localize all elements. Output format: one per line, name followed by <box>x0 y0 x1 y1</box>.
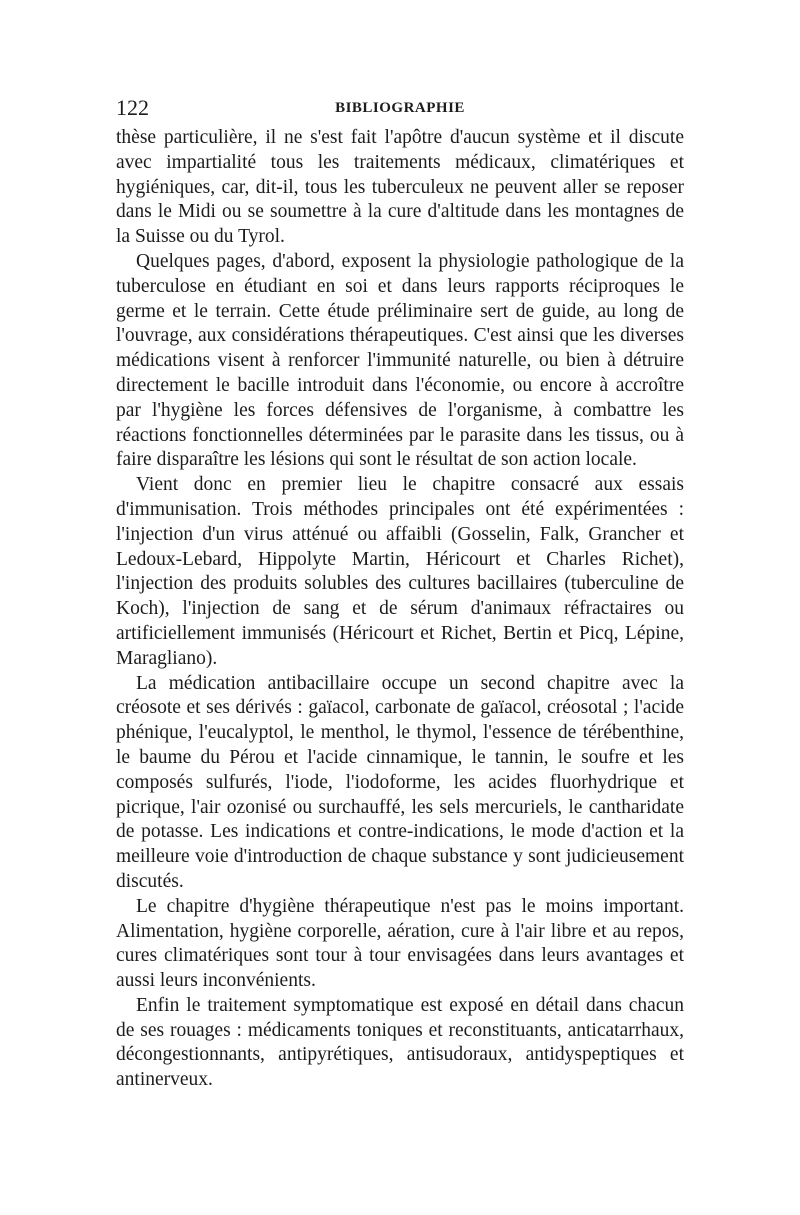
paragraph: Quelques pages, d'abord, exposent la physiologie pathologique de la tuberculose en étudiant en soi et dans leurs rapports réciproques le germe et le terrain. Cette étude préliminaire sert de guide, au long de l'ouvrage, aux considérations thérapeutiques. C'est ainsi que les diverses médications visent à renforcer l'immunité naturelle, ou bien à détruire directement le bacille introduit dans l'économie, ou encore à accroître par l'hygiène les forces défensives de l'organisme, à combattre les réactions fonctionnelles déterminées par le parasite dans les tissus, ou à faire disparaître les lésions qui sont le résultat de son action locale. <box>116 250 684 471</box>
paragraph: Le chapitre d'hygiène thérapeutique n'est pas le moins important. Alimentation, hygiène corporelle, aération, cure à l'air libre et au repos, cures climatériques sont tour à tour envisagées dans leurs avantages et aussi leurs inconvénients. <box>116 895 684 992</box>
running-title: BIBLIOGRAPHIE <box>335 100 465 116</box>
paragraph-continued: thèse particulière, il ne s'est fait l'apôtre d'aucun système et il discute avec impartialité tous les traitements médicaux, climatériques et hygiéniques, car, dit-il, tous les tuberculeux ne peuvent aller se reposer dans le Midi ou se soumettre à la cure d'altitude dans les montagnes de la Suisse ou du Tyrol. <box>116 127 684 248</box>
paragraph: Vient donc en premier lieu le chapitre consacré aux essais d'immunisation. Trois méthodes principales ont été expérimentées : l'injection d'un virus atténué ou affaibli (Gosselin, Falk, Grancher et Ledoux-Lebard, Hippolyte Martin, Héricourt et Charles Richet), l'injection des produits solubles des cultures bacillaires (tuberculine de Koch), l'injection de sang et de sérum d'animaux réfractaires ou artificiellement immunisés (Héricourt et Richet, Bertin et Picq, Lépine, Maragliano). <box>116 474 684 669</box>
page-header <box>116 94 684 122</box>
paragraph: La médication antibacillaire occupe un second chapitre avec la créosote et ses dérivés : gaïacol, carbonate de gaïacol, créosotal ; l'acide phénique, l'eucalyptol, le menthol, le thymol, l'essence de térébenthine, le baume du Pérou et l'acide cinnamique, le tannin, le soufre et les composés sulfurés, l'iode, l'iodoforme, les acides fluorhydrique et picrique, l'air ozonisé ou surchauffé, les sels mercuriels, le cantharidate de potasse. Les indications et contre-indications, le mode d'action et la meilleure voie d'introduction de chaque substance y sont judicieusement discutés. <box>116 672 684 892</box>
page-number: 122 <box>116 95 149 120</box>
paragraph: Enfin le traitement symptomatique est exposé en détail dans chacun de ses rouages : médicaments toniques et reconstituants, anticatarrhaux, décongestionnants, antipyrétiques, antisudoraux, antidyspeptiques et antinerveux. <box>116 994 684 1091</box>
body-text <box>116 126 684 1093</box>
